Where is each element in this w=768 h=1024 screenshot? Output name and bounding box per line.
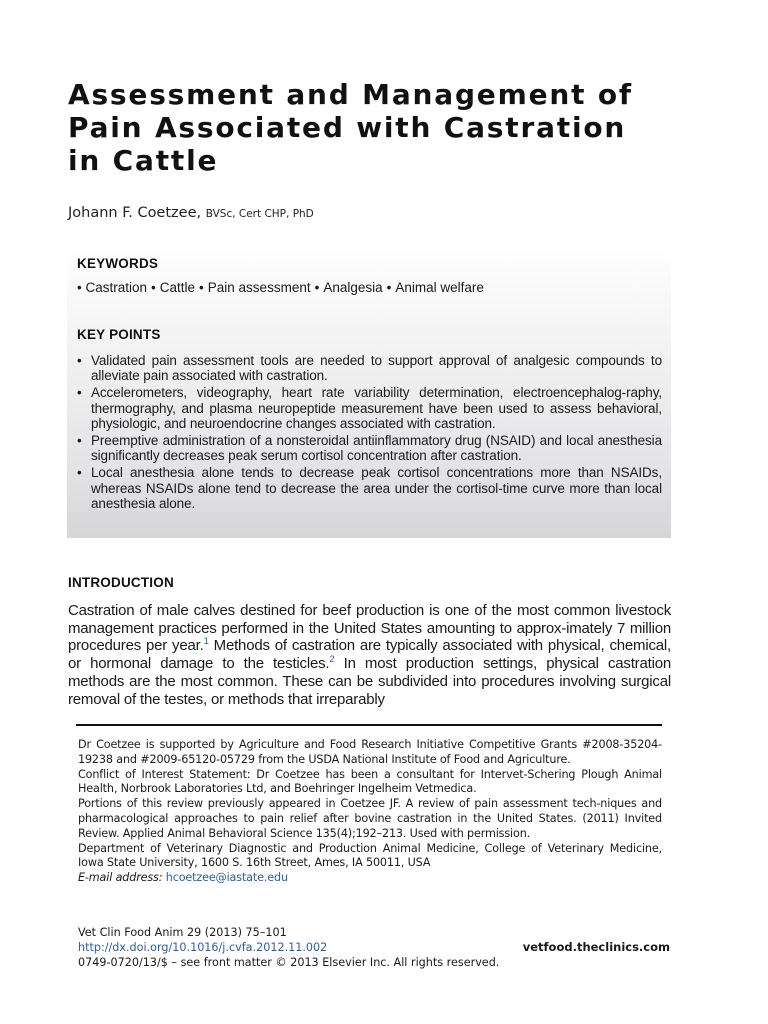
copyright-line: 0749-0720/13/$ – see front matter © 2013 Elsevier Inc. All rights reserved.: [78, 956, 500, 969]
bullet-icon: •: [77, 280, 82, 295]
doi-row: [78, 940, 670, 955]
email-link[interactable]: hcoetzee@iastate.edu: [165, 871, 288, 885]
keywords-keypoints-box: [67, 248, 671, 538]
funding-note: Dr Coetzee is supported by Agriculture and Food Research Initiative Competitive Grants #2008-35204-19238 and #2009-65120-05729 from the USDA National Institute of Food and Agriculture.: [78, 738, 662, 766]
title-line: Assessment and Management of: [68, 78, 633, 111]
keyword: Pain assessment: [207, 280, 311, 295]
key-points-list: [77, 353, 661, 511]
previous-publication-note: Portions of this review previously appeared in Coetzee JF. A review of pain assessment tech-niques and pharmacological approaches to pain relief after bovine castration in the United States. (2011) Invited Review. Applied Animal Behavioral Science 135(4);192–213. Used with permission.: [78, 797, 662, 840]
bullet-icon: •: [151, 280, 156, 295]
introduction-heading: INTRODUCTION: [68, 575, 174, 590]
email-line: [78, 871, 662, 886]
doi-link[interactable]: http://dx.doi.org/10.1016/j.cvfa.2012.11.002: [78, 941, 328, 954]
title-line: Pain Associated with Castration: [68, 111, 627, 144]
keyword: Castration: [85, 280, 148, 295]
keyword: Animal welfare: [395, 280, 484, 295]
keyword: Cattle: [159, 280, 196, 295]
intro-text: In most production settings, physical castration methods are the most common. These can be subdivided into procedures involving surgical removal of the testes, or methods that irreparably: [68, 655, 671, 708]
footnote-divider: [76, 724, 662, 726]
bullet-icon: •: [386, 280, 392, 295]
keywords-list: [77, 280, 661, 295]
journal-citation: Vet Clin Food Anim 29 (2013) 75–101: [78, 926, 287, 939]
bullet-icon: •: [314, 280, 320, 295]
keywords-heading: KEYWORDS: [77, 256, 159, 271]
key-points-heading: KEY POINTS: [77, 327, 161, 342]
title-line: in Cattle: [68, 144, 219, 177]
footnotes: [78, 738, 662, 886]
introduction-paragraph: [68, 602, 671, 708]
intro-text: Castration of male calves destined for beef production is one of the most common livestock management practices performed in the United States amounting to approx-imately 7 million procedures per year.: [68, 602, 671, 655]
journal-website[interactable]: vetfood.theclinics.com: [522, 940, 670, 954]
key-point-item: • Preemptive administration of a nonsteroidal antiinflammatory drug (NSAID) and local anesthesia significantly decreases peak serum cortisol concentration after castration.: [77, 433, 662, 463]
email-label: E-mail address:: [78, 871, 163, 885]
author-line: [68, 205, 314, 221]
reference-link[interactable]: 2: [329, 654, 335, 666]
reference-link[interactable]: 1: [203, 636, 209, 648]
article-title: [68, 78, 708, 177]
bullet-icon: •: [199, 280, 204, 295]
keyword: Analgesia: [323, 280, 383, 295]
conflict-note: Conflict of Interest Statement: Dr Coetzee has been a consultant for Intervet-Schering Plough Animal Health, Norbrook Laboratories Ltd, and Boehringer Ingelheim Vetmedica.: [78, 767, 662, 796]
affiliation-note: Department of Veterinary Diagnostic and Production Animal Medicine, College of Veterinary Medicine, Iowa State University, 1600 S. 16th Street, Ames, IA 50011, USA: [78, 841, 662, 870]
key-point-item: • Validated pain assessment tools are needed to support approval of analgesic compounds to alleviate pain associated with castration.: [77, 353, 662, 383]
journal-info: [78, 925, 670, 970]
intro-text: Methods of castration are typically associated with physical, chemical, or hormonal damage to the testicles.: [68, 637, 671, 673]
author-credentials: BVSc, Cert CHP, PhD: [205, 208, 314, 220]
key-point-item: • Accelerometers, videography, heart rate variability determination, electroencephalog-raphy, thermography, and plasma neuropeptide measurement have been used to assess behavioral, physiologic, and neuroendocrine changes associated with castration.: [77, 385, 662, 431]
key-point-item: • Local anesthesia alone tends to decrease peak cortisol concentrations more than NSAIDs, whereas NSAIDs alone tend to decrease the area under the cortisol-time curve more than local anesthesia alone.: [77, 465, 662, 511]
author-name: Johann F. Coetzee,: [68, 205, 202, 221]
